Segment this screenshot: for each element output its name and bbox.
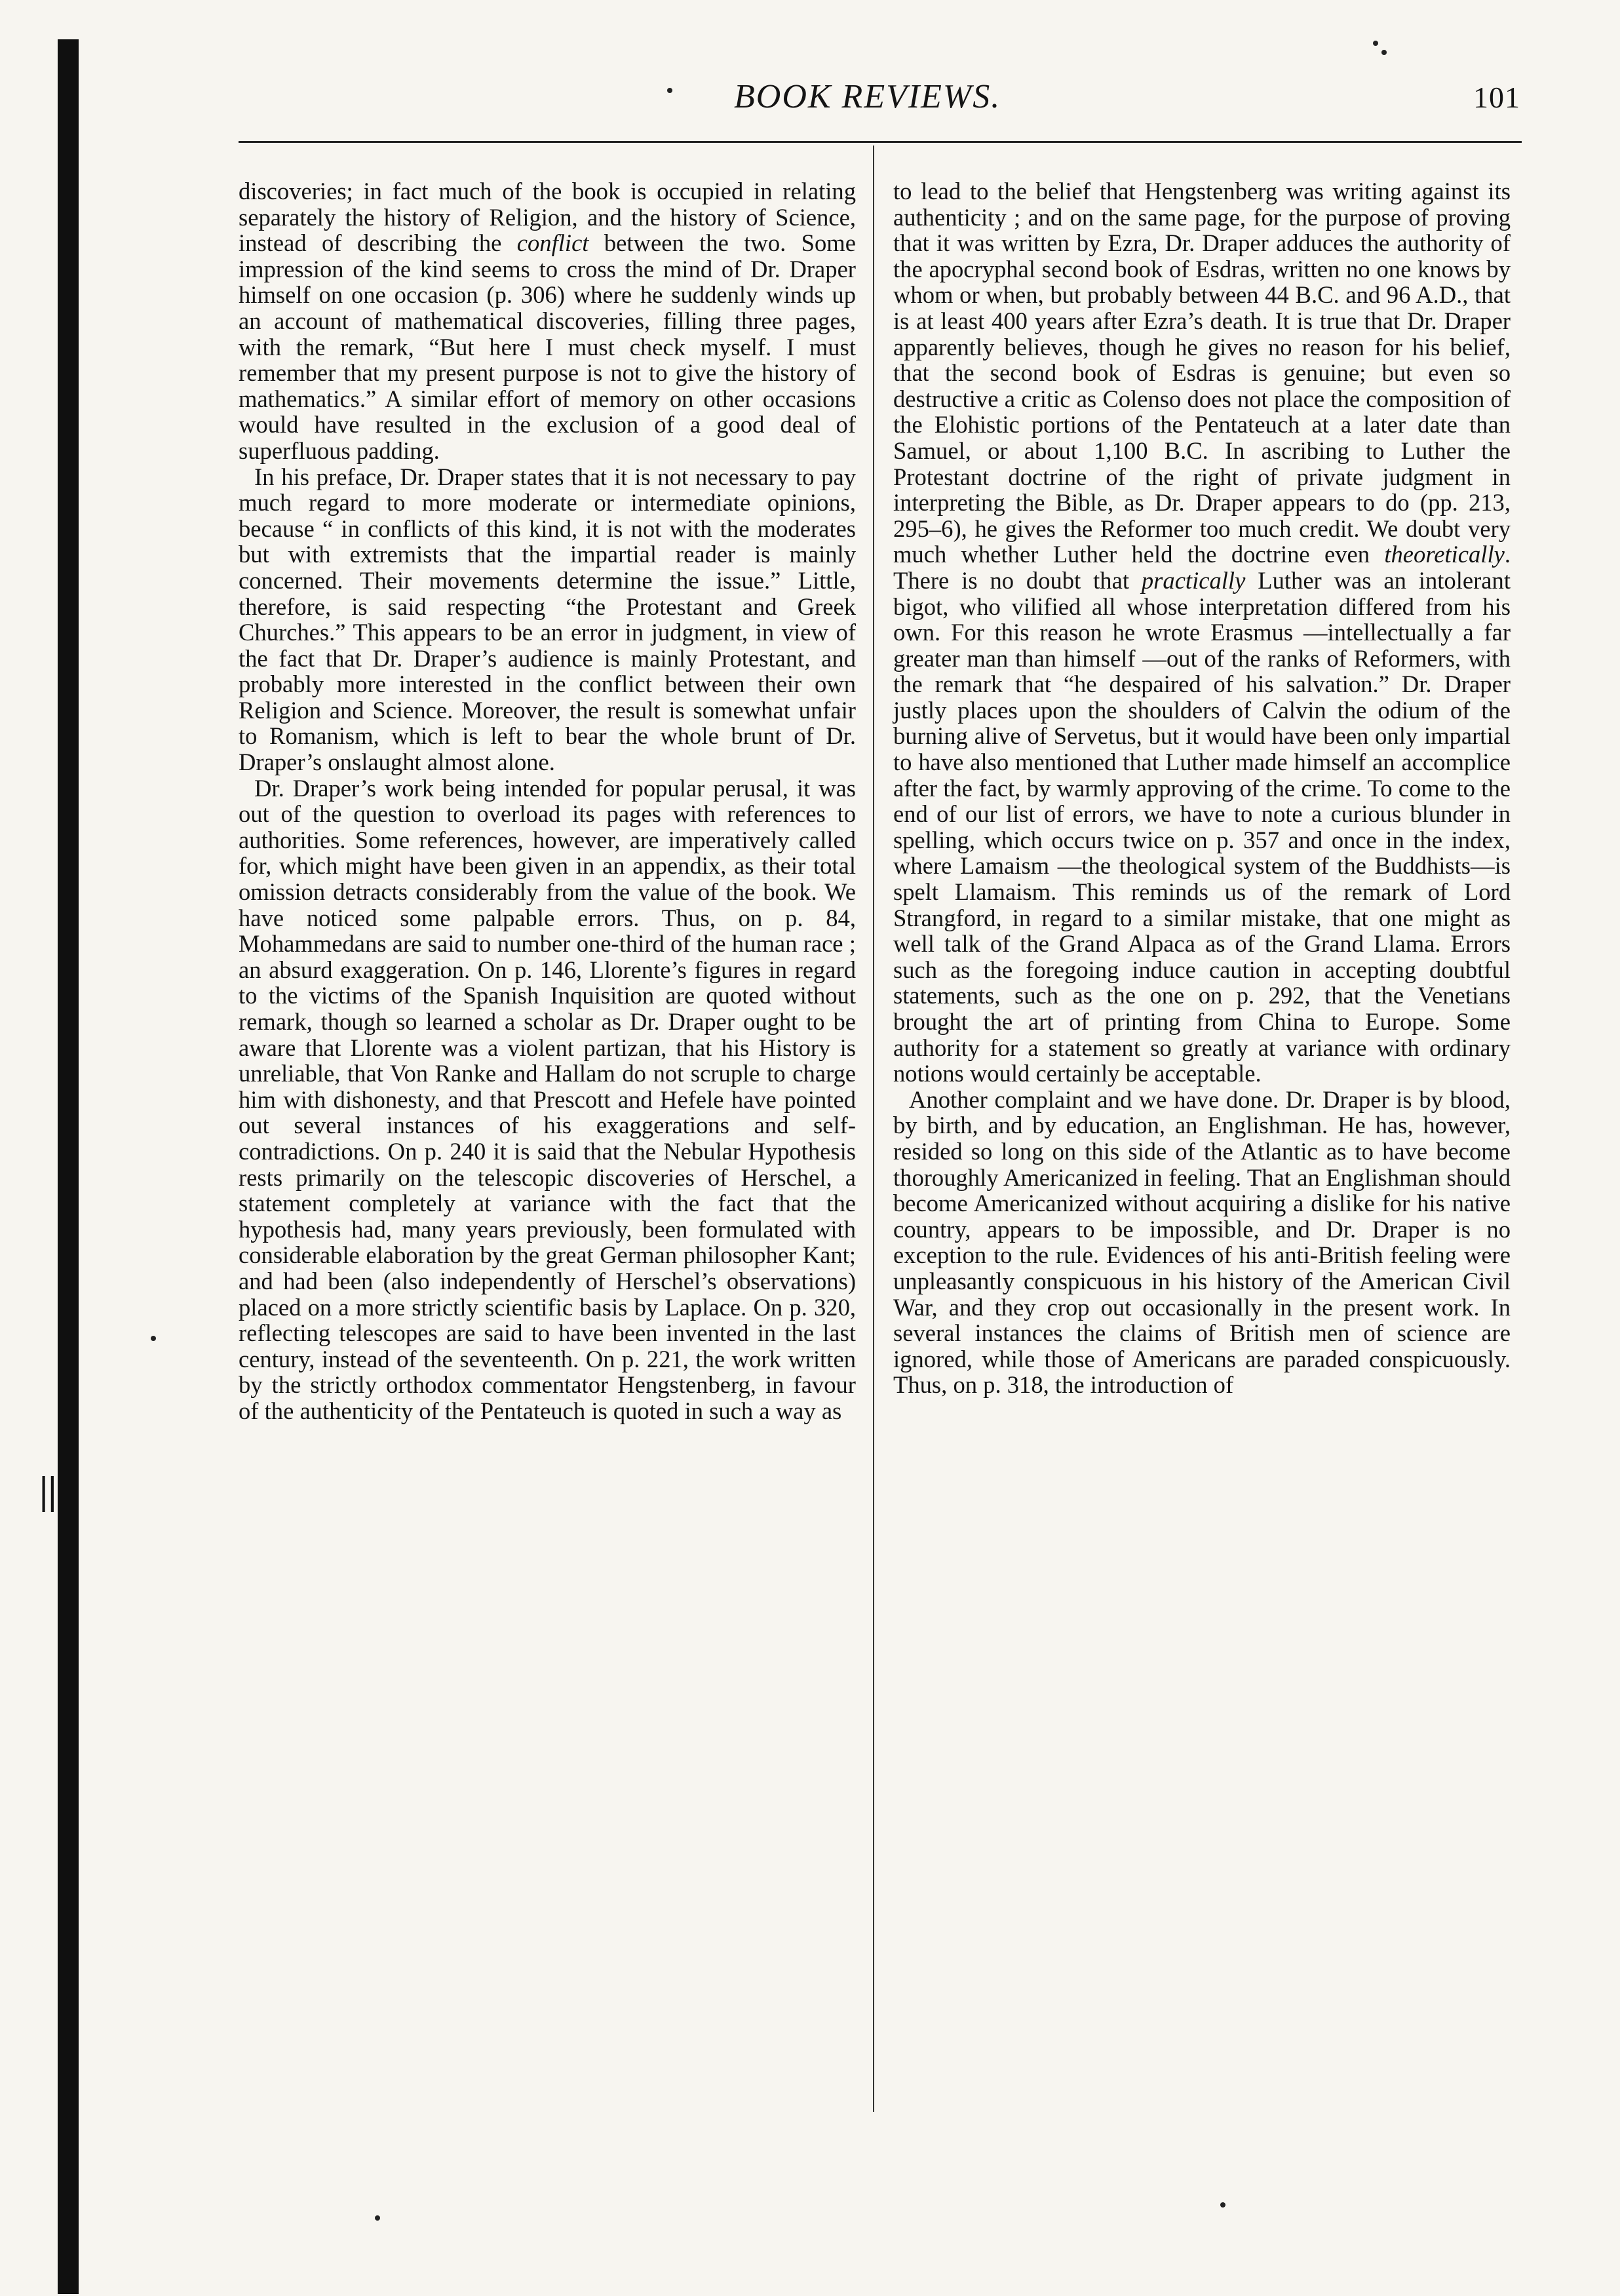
- speck-mark: [1220, 2202, 1225, 2208]
- margin-bracket-mark: ||: [39, 1469, 57, 1512]
- paragraph: [893, 178, 1511, 1087]
- text-run: Dr. Draper’s work being intended for popular perusal, it was out of the question to overload its pages with references to authorities. Some references, however, are imperatively called for, which might have been given in an appendix, as their total omission detracts considerably from the value of the book. We have noticed some palpable errors. Thus, on p. 84, Mohammedans are said to number one-third of the human race ; an absurd exaggeration. On p. 146, Llorente’s figures in regard to the victims of the Spanish Inquisition are quoted without remark, though so learned a scholar as Dr. Draper ought to be aware that Llorente was a violent partizan, that his History is unreliable, that Von Ranke and Hallam do not scruple to charge him with dishonesty, and that Prescott and Hefele have pointed out several instances of his exaggerations and self-contradictions. On p. 240 it is said that the Nebular Hypothesis rests primarily on the telescopic discoveries of Herschel, a statement completely at variance with the fact that the hypothesis had, many years previously, been formulated with considerable elaboration by the great German philosopher Kant; and had been (also independently of Herschel’s observations) placed on a more strictly scientific basis by Laplace. On p. 320, reflecting telescopes are said to have been invented in the last century, instead of the seventeenth. On p. 221, the work written by the strictly orthodox commentator Hengstenberg, in favour of the authenticity of the Pentateuch is quoted in such a way as: [239, 774, 856, 1424]
- italic-run: conflict: [516, 229, 589, 257]
- speck-mark: [1373, 41, 1378, 46]
- text-run: discoveries; in fact much of the book is occupied in relating separately the history of Religion, and the history of Science, instead of describing the: [239, 178, 856, 257]
- italic-run: theoretically: [1384, 541, 1505, 568]
- text-run: to lead to the belief that Hengstenberg was writing against its authenticity ; and on the same page, for the purpose of proving that it was written by Ezra, Dr. Draper adduces the authority of the apocryphal second book of Esdras, written no one knows by whom or when, but probably between 44 B.C. and 96 A.D., that is at least 400 years after Ezra’s death. It is true that Dr. Draper apparently believes, though he gives no reason for his belief, that the second book of Esdras is genuine; but even so destructive a critic as Colenso does not place the composition of the Elohistic portions of the Pentateuch at a later date than Samuel, or about 1,100 B.C. In ascribing to Luther the Protestant doctrine of the right of private judgment in interpreting the Bible, as Dr. Draper appears to do (pp. 213, 295–6), he gives the Reformer too much credit. We doubt very much whether Luther held the doctrine even: [893, 178, 1511, 568]
- binding-edge: [58, 39, 79, 2294]
- column-divider: [873, 146, 874, 2112]
- header-rule: [239, 141, 1522, 143]
- page-header: [236, 77, 1520, 136]
- text-run: In his preface, Dr. Draper states that it is not necessary to pay much regard to more moderate or intermediate opinions, because “ in conflicts of this kind, it is not with the moderates but with extremists that the impartial reader is mainly concerned. Their movements determine the issue.” Little, therefore, is said respecting “the Protestant and Greek Churches.” This appears to be an error in judgment, in view of the fact that Dr. Draper’s audience is mainly Protestant, and probably more interested in the conflict between their own Religion and Science. Moreover, the result is somewhat unfair to Romanism, which is left to bear the whole brunt of Dr. Draper’s onslaught almost alone.: [239, 463, 856, 776]
- paragraph: [239, 178, 856, 464]
- right-column: [893, 178, 1511, 1398]
- text-run: . There is no doubt that: [893, 541, 1511, 594]
- speck-mark: [151, 1336, 156, 1341]
- italic-run: practically: [1141, 566, 1246, 594]
- left-column: [239, 178, 856, 1424]
- text-run: between the two. Some impression of the kind seems to cross the mind of Dr. Draper himself on one occasion (p. 306) where he suddenly winds up an account of mathematical discoveries, filling three pages, with the remark, “But here I must check myself. I must remember that my present purpose is not to give the history of mathematics.” A similar effort of memory on other occasions would have resulted in the exclusion of a good deal of superfluous padding.: [239, 229, 856, 464]
- paragraph: [893, 1087, 1511, 1398]
- paragraph: [239, 775, 856, 1424]
- text-run: Luther was an intolerant bigot, who vilified all whose interpretation differed from his own. For this reason he wrote Erasmus —intellectually a far greater man than himself —out of the ranks of Reformers, with the remark that “he despaired of his salvation.” Dr. Draper justly places upon the shoulders of Calvin the odium of the burning alive of Servetus, but it would have been only impartial to have also mentioned that Luther made himself an accomplice after the fact, by warmly approving of the crime. To come to the end of our list of errors, we have to note a curious blunder in spelling, which occurs twice on p. 357 and once in the index, where Lamaism —the theological system of the Buddhists—is spelt Llamaism. This reminds us of the remark of Lord Strangford, in regard to a similar mistake, that one might as well talk of the Grand Alpaca as of the Grand Llama. Errors such as the foregoing induce caution in accepting doubtful statements, such as the one on p. 292, that the Venetians brought the art of printing from China to Europe. Some authority for a statement so greatly at variance with ordinary notions would certainly be acceptable.: [893, 566, 1511, 1087]
- paragraph: [239, 464, 856, 775]
- speck-mark: [375, 2215, 380, 2221]
- text-run: Another complaint and we have done. Dr. Draper is by blood, by birth, and by education, an Englishman. He has, however, resided so long on this side of the Atlantic as to have become thoroughly Americanized in feeling. That an Englishman should become Americanized without acquiring a dislike for his native country, appears to be impossible, and Dr. Draper is no exception to the rule. Evidences of his anti-British feeling were unpleasantly conspicuous in his history of the American Civil War, and they crop out occasionally in the present work. In several instances the claims of British men of science are ignored, while those of Americans are paraded conspicuously. Thus, on p. 318, the introduction of: [893, 1085, 1511, 1399]
- running-title: BOOK REVIEWS.: [734, 78, 1001, 115]
- speck-mark: [1381, 50, 1387, 55]
- page-number: 101: [1473, 81, 1520, 114]
